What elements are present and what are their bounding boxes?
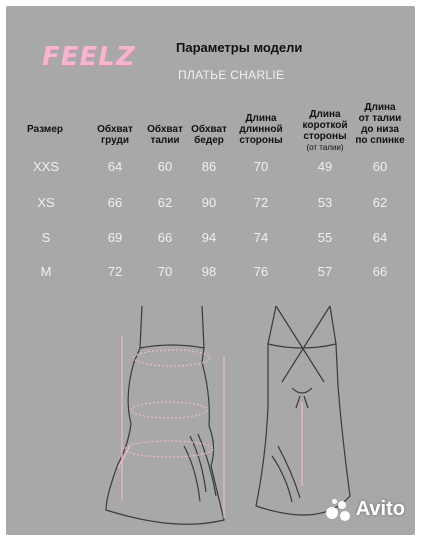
table-cell: 74 xyxy=(253,230,269,245)
table-cell: 64 xyxy=(107,159,123,174)
table-cell: 62 xyxy=(372,195,388,210)
table-cell: 66 xyxy=(372,264,388,279)
table-cell: 70 xyxy=(157,264,173,279)
size-label: S xyxy=(41,230,51,245)
avito-watermark-text: Avito xyxy=(355,498,405,520)
column-header-line: Длина xyxy=(309,109,341,120)
column-header-line: груди xyxy=(101,135,129,146)
column-header xyxy=(187,124,231,146)
column-header-line: по спинке xyxy=(355,135,405,146)
table-cell: 62 xyxy=(157,195,173,210)
table-cell: 94 xyxy=(201,230,217,245)
column-header xyxy=(295,109,355,153)
table-cell: 70 xyxy=(253,159,269,174)
column-header-line: талии xyxy=(150,135,180,146)
table-cell: 64 xyxy=(372,230,388,245)
column-header-line: Обхват xyxy=(147,124,183,135)
column-header-line: длинной xyxy=(239,124,283,135)
table-cell: 86 xyxy=(201,159,217,174)
table-cell: 72 xyxy=(253,195,269,210)
column-header xyxy=(143,124,187,146)
front-length-lines xyxy=(122,336,224,518)
column-header-line: Длина xyxy=(245,113,277,124)
table-cell: 60 xyxy=(372,159,388,174)
table-cell: 69 xyxy=(107,230,123,245)
dress-front-drawing xyxy=(106,306,224,524)
table-cell: 53 xyxy=(317,195,333,210)
table-cell: 66 xyxy=(157,230,173,245)
column-header-line: Обхват xyxy=(97,124,133,135)
table-cell: 90 xyxy=(201,195,217,210)
table-cell: 55 xyxy=(317,230,333,245)
brand-logo: FEELZ xyxy=(42,42,136,72)
size-label: XS xyxy=(37,195,55,210)
table-cell: 98 xyxy=(201,264,217,279)
column-header-line: Длина xyxy=(364,102,396,113)
table-cell: 60 xyxy=(157,159,173,174)
size-column-header: Размер xyxy=(26,124,63,135)
column-header-line: стороны xyxy=(303,131,347,142)
table-cell: 76 xyxy=(253,264,269,279)
column-header xyxy=(351,102,409,146)
column-header-line: от талии xyxy=(358,113,402,124)
product-name: ПЛАТЬЕ CHARLIE xyxy=(178,68,285,82)
column-header-line: Обхват xyxy=(191,124,227,135)
column-header-line: бедер xyxy=(194,135,224,146)
size-label: M xyxy=(40,264,52,279)
table-cell: 49 xyxy=(317,159,333,174)
dress-back-drawing xyxy=(256,306,350,515)
size-label: XXS xyxy=(32,159,59,174)
column-header-line: стороны xyxy=(239,135,283,146)
column-header-line: короткой xyxy=(302,120,348,131)
size-chart-card xyxy=(6,6,415,535)
table-cell: 72 xyxy=(107,264,123,279)
table-cell: 66 xyxy=(107,195,123,210)
column-header-note: (от талии) xyxy=(306,143,344,152)
table-cell: 57 xyxy=(317,264,333,279)
avito-watermark xyxy=(326,498,405,521)
column-header xyxy=(93,124,137,146)
avito-logo-icon xyxy=(326,499,352,521)
page-title: Параметры модели xyxy=(176,40,303,55)
column-header-line: до низа xyxy=(361,124,399,135)
column-header xyxy=(237,113,285,146)
